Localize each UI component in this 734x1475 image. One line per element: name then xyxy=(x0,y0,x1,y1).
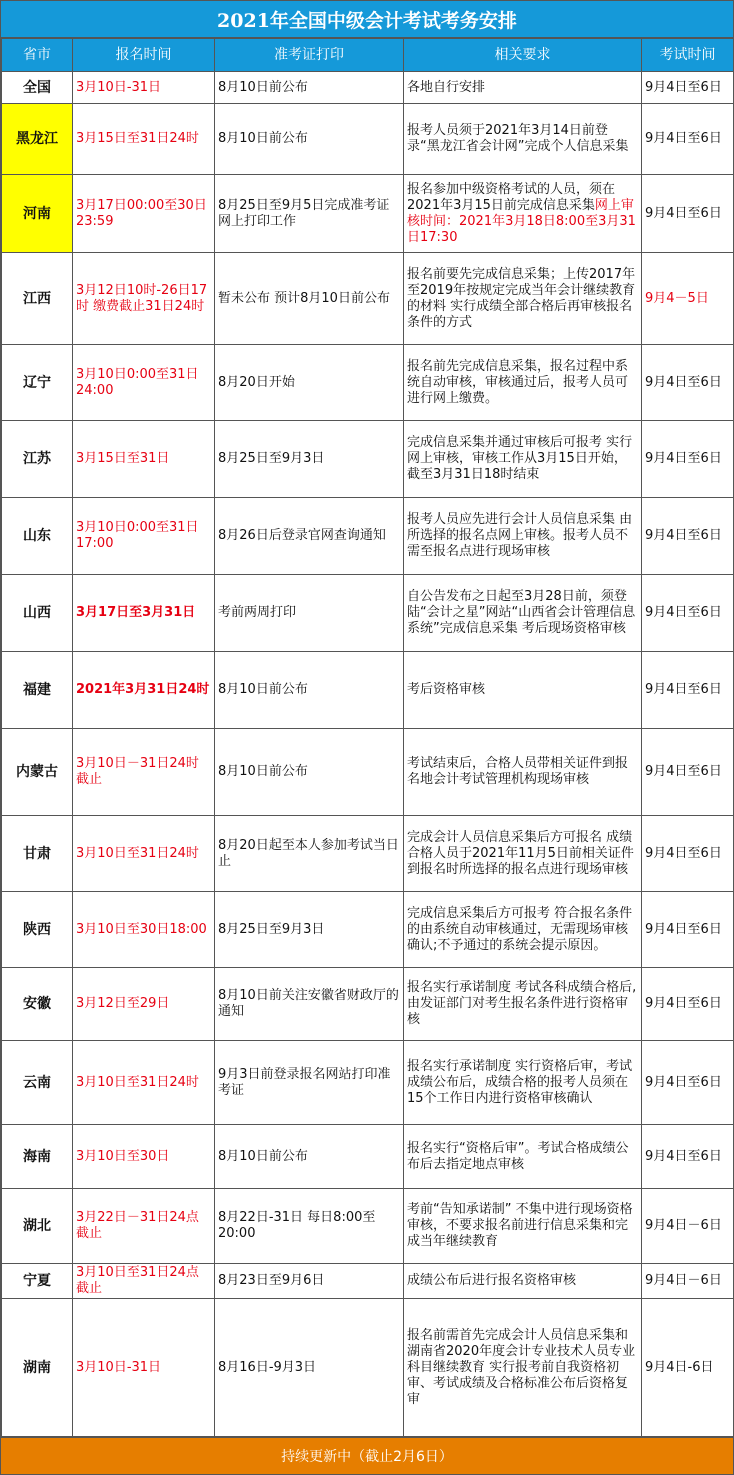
header-ticket: 准考证打印 xyxy=(215,39,404,72)
table-row xyxy=(2,1189,734,1264)
registration-cell: 3月10日至31日24时 xyxy=(73,816,215,892)
registration-cell: 3月15日至31日 xyxy=(73,421,215,498)
ticket-cell: 8月10日前公布 xyxy=(215,729,404,816)
requirement-cell: 各地自行安排 xyxy=(404,72,642,104)
ticket-cell: 8月23日至9月6日 xyxy=(215,1264,404,1299)
requirement-cell: 报名前先完成信息采集，报名过程中系统自动审核，审核通过后，报考人员可进行网上缴费。 xyxy=(404,345,642,421)
province-cell: 云南 xyxy=(2,1041,73,1125)
ticket-cell: 8月22日-31日 每日8:00至20:00 xyxy=(215,1189,404,1264)
registration-cell: 3月10日-31日 xyxy=(73,72,215,104)
exam-time-cell: 9月4日至6日 xyxy=(642,345,734,421)
ticket-cell: 8月25日至9月5日完成准考证网上打印工作 xyxy=(215,175,404,253)
header-registration: 报名时间 xyxy=(73,39,215,72)
registration-cell: 3月10日-31日 xyxy=(73,1299,215,1437)
table-row xyxy=(2,1041,734,1125)
header-requirements: 相关要求 xyxy=(404,39,642,72)
exam-time-cell: 9月4日－6日 xyxy=(642,1264,734,1299)
province-cell: 内蒙古 xyxy=(2,729,73,816)
province-cell: 江苏 xyxy=(2,421,73,498)
registration-cell: 2021年3月31日24时 xyxy=(73,652,215,729)
exam-time-cell: 9月4日-6日 xyxy=(642,1299,734,1437)
requirement-cell: 成绩公布后进行报名资格审核 xyxy=(404,1264,642,1299)
table-row xyxy=(2,1299,734,1437)
table-row xyxy=(2,421,734,498)
requirement-red-text: 网上审核时间：2021年3月18日8:00至3月31日17:30 xyxy=(407,197,636,245)
province-cell: 安徽 xyxy=(2,968,73,1041)
ticket-cell: 9月3日前登录报名网站打印准考证 xyxy=(215,1041,404,1125)
registration-cell: 3月10日至31日24时 xyxy=(73,1041,215,1125)
registration-cell: 3月17日至3月31日 xyxy=(73,575,215,652)
table-row xyxy=(2,968,734,1041)
update-footer: 持续更新中（截止2月6日） xyxy=(1,1437,733,1474)
header-exam-time: 考试时间 xyxy=(642,39,734,72)
province-cell: 甘肃 xyxy=(2,816,73,892)
table-row xyxy=(2,498,734,575)
province-cell: 辽宁 xyxy=(2,345,73,421)
ticket-cell: 8月10日前公布 xyxy=(215,652,404,729)
exam-time-cell: 9月4－5日 xyxy=(642,253,734,345)
exam-time-cell: 9月4日至6日 xyxy=(642,892,734,968)
ticket-cell: 8月26日后登录官网查询通知 xyxy=(215,498,404,575)
requirement-cell: 考试结束后，合格人员带相关证件到报名地会计考试管理机构现场审核 xyxy=(404,729,642,816)
table-row xyxy=(2,575,734,652)
province-cell: 山东 xyxy=(2,498,73,575)
table-row xyxy=(2,892,734,968)
registration-cell: 3月12日至29日 xyxy=(73,968,215,1041)
registration-cell: 3月15日至31日24时 xyxy=(73,104,215,175)
registration-cell: 3月17日00:00至30日23:59 xyxy=(73,175,215,253)
ticket-cell: 暂未公布 预计8月10日前公布 xyxy=(215,253,404,345)
exam-time-cell: 9月4日至6日 xyxy=(642,575,734,652)
registration-cell: 3月10日至30日18:00 xyxy=(73,892,215,968)
requirement-cell: 自公告发布之日起至3月28日前，须登陆“会计之星”网站“山西省会计管理信息系统”完成信息采集 考后现场资格审核 xyxy=(404,575,642,652)
province-cell: 全国 xyxy=(2,72,73,104)
exam-time-cell: 9月4日至6日 xyxy=(642,1125,734,1189)
ticket-cell: 8月20日起至本人参加考试当日止 xyxy=(215,816,404,892)
header-province: 省市 xyxy=(2,39,73,72)
exam-time-cell: 9月4日至6日 xyxy=(642,175,734,253)
table-row xyxy=(2,652,734,729)
exam-time-cell: 9月4日至6日 xyxy=(642,816,734,892)
ticket-cell: 8月16日-9月3日 xyxy=(215,1299,404,1437)
requirement-cell: 报名实行承诺制度 考试各科成绩合格后,由发证部门对考生报名条件进行资格审核 xyxy=(404,968,642,1041)
requirement-cell: 完成信息采集后方可报考 符合报名条件的由系统自动审核通过，无需现场审核确认;不予通过的系统会提示原因。 xyxy=(404,892,642,968)
requirement-cell: 考前“告知承诺制” 不集中进行现场资格审核，不要求报名前进行信息采集和完成当年继续教育 xyxy=(404,1189,642,1264)
province-cell: 黑龙江 xyxy=(2,104,73,175)
province-cell: 福建 xyxy=(2,652,73,729)
province-cell: 海南 xyxy=(2,1125,73,1189)
header-row xyxy=(2,39,734,72)
table-row xyxy=(2,253,734,345)
requirement-cell: 完成会计人员信息采集后方可报名 成绩合格人员于2021年11月5日前相关证件到报名时所选择的报名点进行现场审核 xyxy=(404,816,642,892)
registration-cell: 3月22日－31日24点截止 xyxy=(73,1189,215,1264)
table-row xyxy=(2,1125,734,1189)
exam-time-cell: 9月4日至6日 xyxy=(642,1041,734,1125)
table-row xyxy=(2,104,734,175)
ticket-cell: 8月10日前关注安徽省财政厅的通知 xyxy=(215,968,404,1041)
requirement-cell: 报名实行承诺制度 实行资格后审，考试成绩公布后，成绩合格的报考人员须在15个工作日内进行资格审核确认 xyxy=(404,1041,642,1125)
province-cell: 山西 xyxy=(2,575,73,652)
table-row xyxy=(2,816,734,892)
ticket-cell: 8月25日至9月3日 xyxy=(215,892,404,968)
registration-cell: 3月10日至30日 xyxy=(73,1125,215,1189)
registration-cell: 3月10日－31日24时截止 xyxy=(73,729,215,816)
requirement-cell: 考后资格审核 xyxy=(404,652,642,729)
requirement-cell: 报名实行“资格后审”。考试合格成绩公布后去指定地点审核 xyxy=(404,1125,642,1189)
table-row xyxy=(2,175,734,253)
page-title: 2021年全国中级会计考试考务安排 xyxy=(1,1,733,38)
exam-time-cell: 9月4日至6日 xyxy=(642,729,734,816)
requirement-text: 报名参加中级资格考试的人员，须在2021年3月15日前完成信息采集 xyxy=(407,181,616,213)
table-row xyxy=(2,72,734,104)
ticket-cell: 8月10日前公布 xyxy=(215,72,404,104)
schedule-table xyxy=(1,38,734,1437)
registration-cell: 3月10日0:00至31日24:00 xyxy=(73,345,215,421)
ticket-cell: 8月10日前公布 xyxy=(215,1125,404,1189)
exam-time-cell: 9月4日至6日 xyxy=(642,72,734,104)
province-cell: 河南 xyxy=(2,175,73,253)
province-cell: 湖北 xyxy=(2,1189,73,1264)
exam-time-cell: 9月4日至6日 xyxy=(642,968,734,1041)
requirement-cell xyxy=(404,175,642,253)
requirement-cell: 报考人员应先进行会计人员信息采集 由所选择的报名点网上审核。报考人员不需至报名点进行现场审核 xyxy=(404,498,642,575)
exam-time-cell: 9月4日至6日 xyxy=(642,104,734,175)
exam-time-cell: 9月4日至6日 xyxy=(642,421,734,498)
requirement-cell: 报名前需首先完成会计人员信息采集和湖南省2020年度会计专业技术人员专业科目继续教育 实行报考前自我资格初审、考试成绩及合格标准公布后资格复审 xyxy=(404,1299,642,1437)
registration-cell: 3月10日0:00至31日17:00 xyxy=(73,498,215,575)
ticket-cell: 8月25日至9月3日 xyxy=(215,421,404,498)
exam-time-cell: 9月4日－6日 xyxy=(642,1189,734,1264)
exam-time-cell: 9月4日至6日 xyxy=(642,652,734,729)
table-row xyxy=(2,1264,734,1299)
province-cell: 宁夏 xyxy=(2,1264,73,1299)
table-row xyxy=(2,345,734,421)
requirement-cell: 报考人员须于2021年3月14日前登录“黑龙江省会计网”完成个人信息采集 xyxy=(404,104,642,175)
requirement-cell: 报名前要先完成信息采集；上传2017年至2019年按规定完成当年会计继续教育的材料 实行成绩全部合格后再审核报名条件的方式 xyxy=(404,253,642,345)
registration-cell: 3月10日至31日24点截止 xyxy=(73,1264,215,1299)
ticket-cell: 考前两周打印 xyxy=(215,575,404,652)
province-cell: 江西 xyxy=(2,253,73,345)
table-row xyxy=(2,729,734,816)
ticket-cell: 8月10日前公布 xyxy=(215,104,404,175)
ticket-cell: 8月20日开始 xyxy=(215,345,404,421)
province-cell: 湖南 xyxy=(2,1299,73,1437)
exam-time-cell: 9月4日至6日 xyxy=(642,498,734,575)
registration-cell: 3月12日10时-26日17时 缴费截止31日24时 xyxy=(73,253,215,345)
province-cell: 陕西 xyxy=(2,892,73,968)
requirement-cell: 完成信息采集并通过审核后可报考 实行网上审核，审核工作从3月15日开始，截至3月31日18时结束 xyxy=(404,421,642,498)
